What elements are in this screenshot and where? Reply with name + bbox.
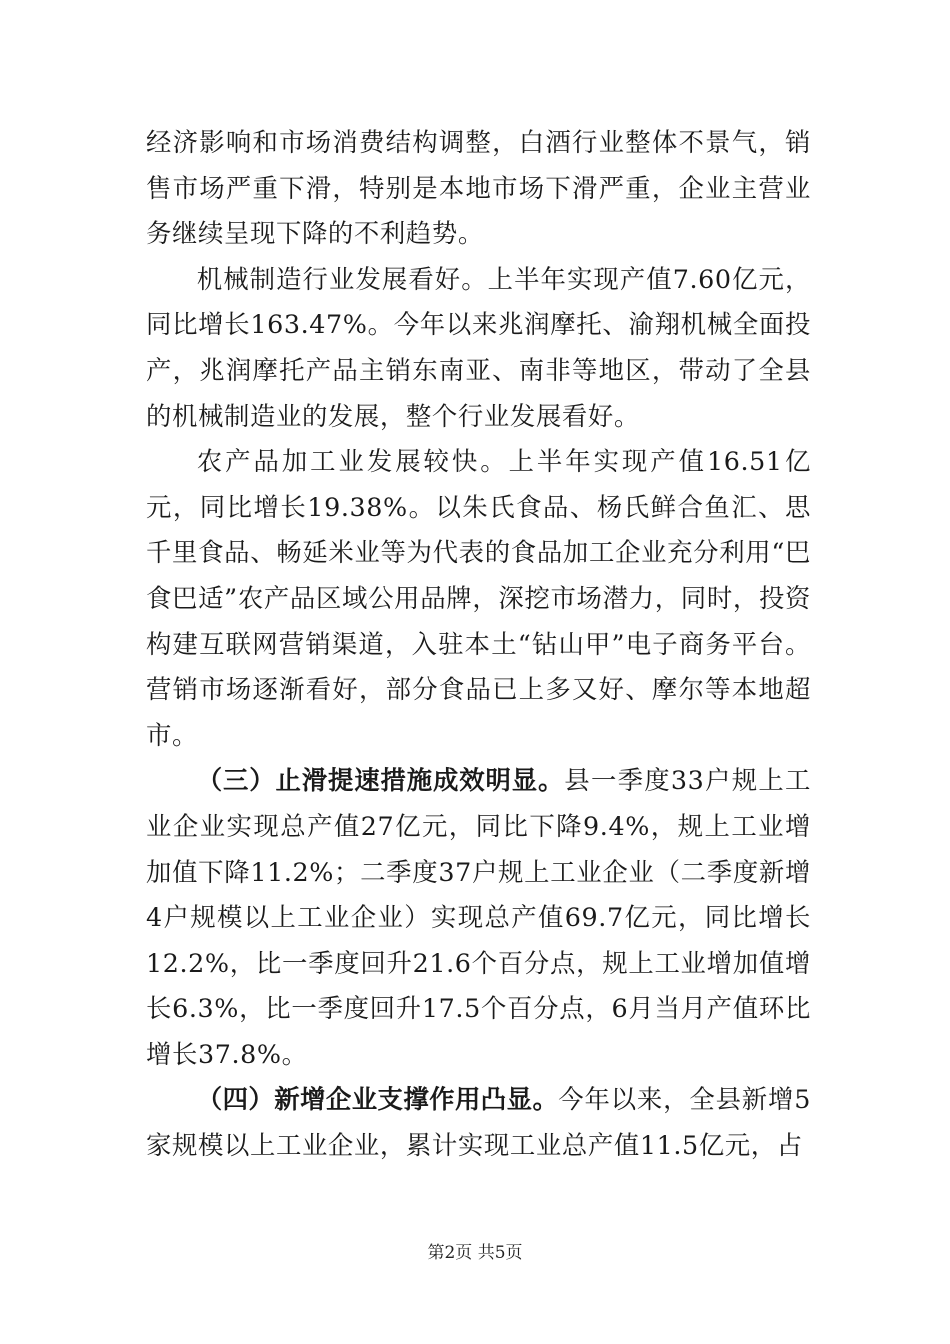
- section-heading: （三）止滑提速措施成效明显。: [196, 765, 565, 796]
- section-heading: （四）新增企业支撑作用凸显。: [196, 1084, 559, 1115]
- paragraph-text: 机械制造行业发展看好。上半年实现产值7.60亿元，同比增长163.47%。今年以来兆润摩托、渝翔机械全面投产，兆润摩托产品主销东南亚、南非等地区，带动了全县的机械制造业的发展，整个行业发展看好。: [146, 263, 811, 431]
- paragraph-text: 农产品加工业发展较快。上半年实现产值16.51亿元，同比增长19.38%。以朱氏食品、杨氏鲜合鱼汇、思千里食品、畅延米业等为代表的食品加工企业充分利用“巴食巴适”农产品区域公用品牌，深挖市场潜力，同时，投资构建互联网营销渠道，入驻本土“钻山甲”电子商务平台。营销市场逐渐看好，部分食品已上多又好、摩尔等本地超市。: [146, 446, 811, 750]
- paragraph-text: 今年以来，全县新增5家规模以上工业企业，累计实现工业总产值11.5亿元，占: [146, 1084, 811, 1161]
- paragraph-text: 县一季度33户规上工业企业实现总产值27亿元，同比下降9.4%，规上工业增加值下降11.2%；二季度37户规上工业企业（二季度新增4户规模以上工业企业）实现总产值69.7亿元，同比增长12.2%，比一季度回升21.6个百分点，规上工业增加值增长6.3%，比一季度回升17.5个百分点，6月当月产值环比增长37.8%。: [146, 765, 811, 1069]
- paragraph-section-3: [146, 758, 811, 1077]
- page-number: 第2页 共5页: [427, 1243, 523, 1263]
- document-body: [146, 120, 811, 1169]
- paragraph-continued: [146, 120, 811, 257]
- page-footer: [0, 1242, 950, 1264]
- paragraph-agri-processing: [146, 439, 811, 758]
- paragraph-section-4: [146, 1077, 811, 1168]
- paragraph-machinery: [146, 257, 811, 439]
- paragraph-text: 经济影响和市场消费结构调整，白酒行业整体不景气，销售市场严重下滑，特别是本地市场下滑严重，企业主营业务继续呈现下降的不利趋势。: [146, 127, 811, 249]
